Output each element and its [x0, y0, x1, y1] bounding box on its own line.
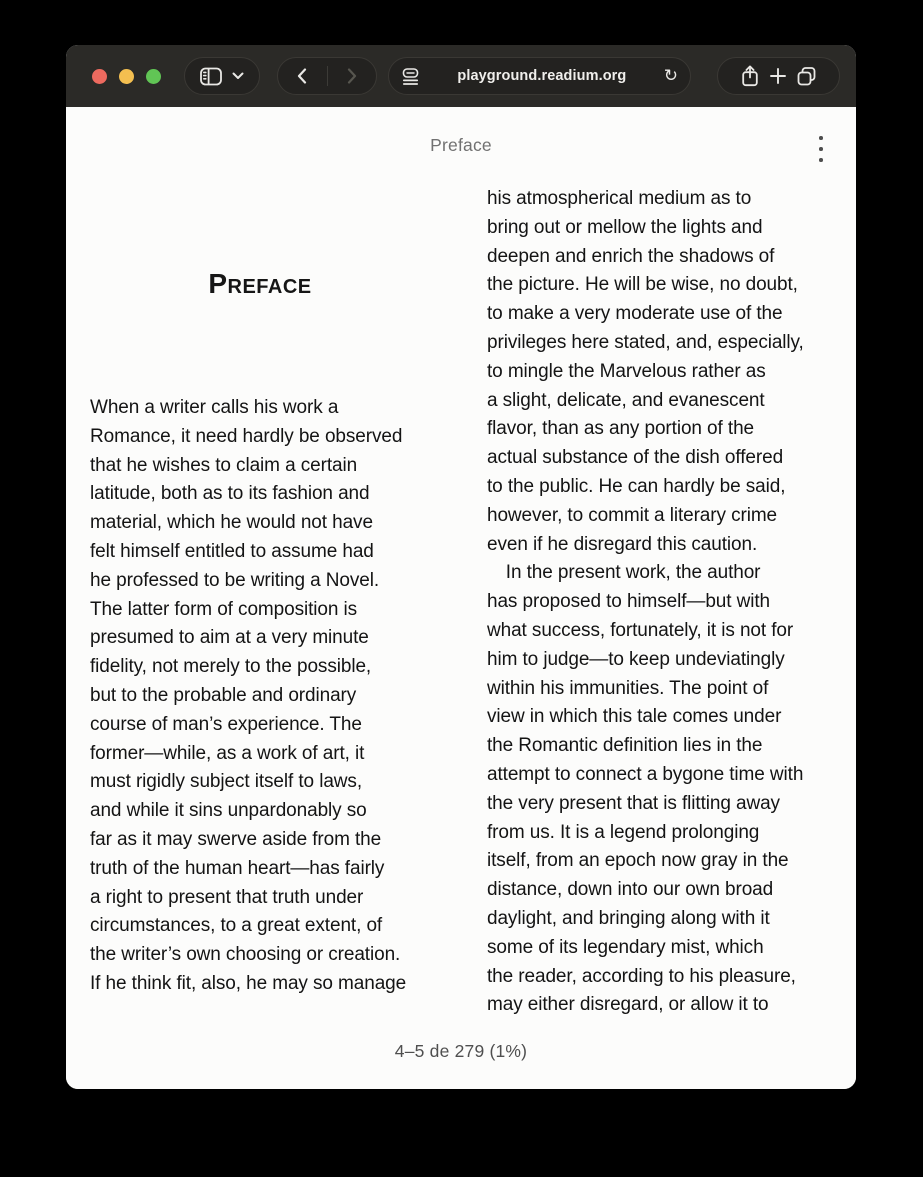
- text-line: distance, down into our own broad: [487, 879, 774, 901]
- text-line: the writer’s own choosing or creation.: [90, 944, 401, 966]
- text-line: must rigidly subject itself to laws,: [90, 771, 362, 793]
- text-line: itself, from an epoch now gray in the: [487, 850, 789, 872]
- text-line: a slight, delicate, and evanescent: [487, 389, 765, 411]
- text-line: far as it may swerve aside from the: [90, 828, 382, 850]
- text-line: bring out or mellow the lights and: [487, 216, 763, 238]
- back-button[interactable]: [278, 58, 327, 94]
- text-line: and while it sins unpardonably so: [90, 800, 367, 822]
- text-line: what success, fortunately, it is not for: [487, 619, 794, 641]
- text-line: circumstances, to a great extent, of: [90, 915, 383, 937]
- text-line: but to the probable and ordinary: [90, 684, 357, 706]
- text-line: to mingle the Marvelous rather as: [487, 360, 766, 382]
- text-line: even if he disregard this caution.: [487, 533, 758, 555]
- plus-icon: [769, 67, 787, 85]
- share-icon[interactable]: [740, 64, 760, 88]
- sidebar-toggle-icon[interactable]: [200, 67, 222, 86]
- text-line: When a writer calls his work a: [90, 397, 339, 418]
- kebab-menu-icon[interactable]: [812, 136, 830, 162]
- page-heading: Preface: [208, 268, 312, 299]
- text-line: the Romantic definition lies in the: [487, 735, 763, 757]
- text-line: deepen and enrich the shadows of: [487, 245, 775, 267]
- text-line: the picture. He will be wise, no doubt,: [487, 274, 798, 296]
- close-window-button[interactable]: [92, 69, 107, 84]
- text-line: the reader, according to his pleasure,: [487, 965, 796, 987]
- text-line: him to judge—to keep undeviatingly: [487, 648, 785, 670]
- text-line: may either disregard, or allow it to: [487, 994, 769, 1016]
- left-text-column: [90, 394, 435, 999]
- text-line: attempt to connect a bygone time with: [487, 763, 804, 785]
- minimize-window-button[interactable]: [119, 69, 134, 84]
- text-line: privileges here stated, and, especially,: [487, 331, 804, 353]
- text-line: to make a very moderate use of the: [487, 303, 783, 325]
- text-line: The latter form of composition is: [90, 598, 358, 620]
- text-line: within his immunities. The point of: [487, 677, 769, 699]
- text-line: has proposed to himself—but with: [487, 591, 771, 613]
- zoom-window-button[interactable]: [146, 69, 161, 84]
- text-line: flavor, than as any portion of the: [487, 418, 754, 440]
- text-line: truth of the human heart—has fairly: [90, 857, 385, 879]
- browser-window: [66, 45, 856, 1089]
- text-line: view in which this tale comes under: [487, 706, 782, 728]
- text-line: actual substance of the dish offered: [487, 447, 784, 469]
- right-text-column: [487, 185, 832, 1020]
- new-tab-button[interactable]: [769, 67, 787, 85]
- sidebar-button-group: [184, 57, 260, 95]
- text-line: a right to present that truth under: [90, 886, 364, 908]
- chevron-left-icon: [297, 68, 307, 84]
- text-line: his atmospherical medium as to: [487, 188, 752, 209]
- text-line: the very present that is flitting away: [487, 792, 780, 814]
- text-line: course of man’s experience. The: [90, 713, 362, 735]
- text-line: In the present work, the author: [487, 562, 761, 584]
- text-line: fidelity, not merely to the possible,: [90, 656, 372, 678]
- forward-button[interactable]: [328, 58, 377, 94]
- text-line: some of its legendary mist, which: [487, 936, 764, 958]
- text-line: Romance, it need hardly be observed: [90, 425, 403, 447]
- text-line: daylight, and bringing along with it: [487, 907, 770, 929]
- text-line: presumed to aim at a very minute: [90, 627, 369, 649]
- browser-toolbar: [66, 45, 856, 107]
- page-indicator: 4–5 de 279 (1%): [394, 1041, 528, 1061]
- reader-content: [66, 107, 856, 1089]
- text-line: felt himself entitled to assume had: [90, 540, 374, 562]
- window-controls: [92, 69, 161, 84]
- text-line: that he wishes to claim a certain: [90, 454, 358, 476]
- tabs-icon[interactable]: [796, 66, 817, 87]
- text-line: he professed to be writing a Novel.: [90, 569, 380, 591]
- url-text[interactable]: playground.readium.org: [457, 68, 627, 84]
- text-line: former—while, as a work of art, it: [90, 742, 365, 764]
- text-line: material, which he would not have: [90, 512, 373, 534]
- reader-header-title: Preface: [430, 135, 492, 155]
- chevron-down-icon[interactable]: [232, 72, 244, 80]
- text-line: to the public. He can hardly be said,: [487, 475, 786, 497]
- text-line: If he think fit, also, he may so manage: [90, 972, 407, 994]
- text-line: however, to commit a literary crime: [487, 504, 778, 526]
- text-line: latitude, both as to its fashion and: [90, 483, 370, 505]
- text-line: from us. It is a legend prolonging: [487, 821, 760, 843]
- toolbar-actions-group: [717, 57, 840, 95]
- chevron-right-icon: [347, 68, 357, 84]
- reload-icon[interactable]: ↻: [663, 65, 678, 85]
- reader-mode-icon[interactable]: [401, 67, 420, 86]
- navigation-button-group: [277, 57, 377, 95]
- address-bar[interactable]: [388, 57, 691, 95]
